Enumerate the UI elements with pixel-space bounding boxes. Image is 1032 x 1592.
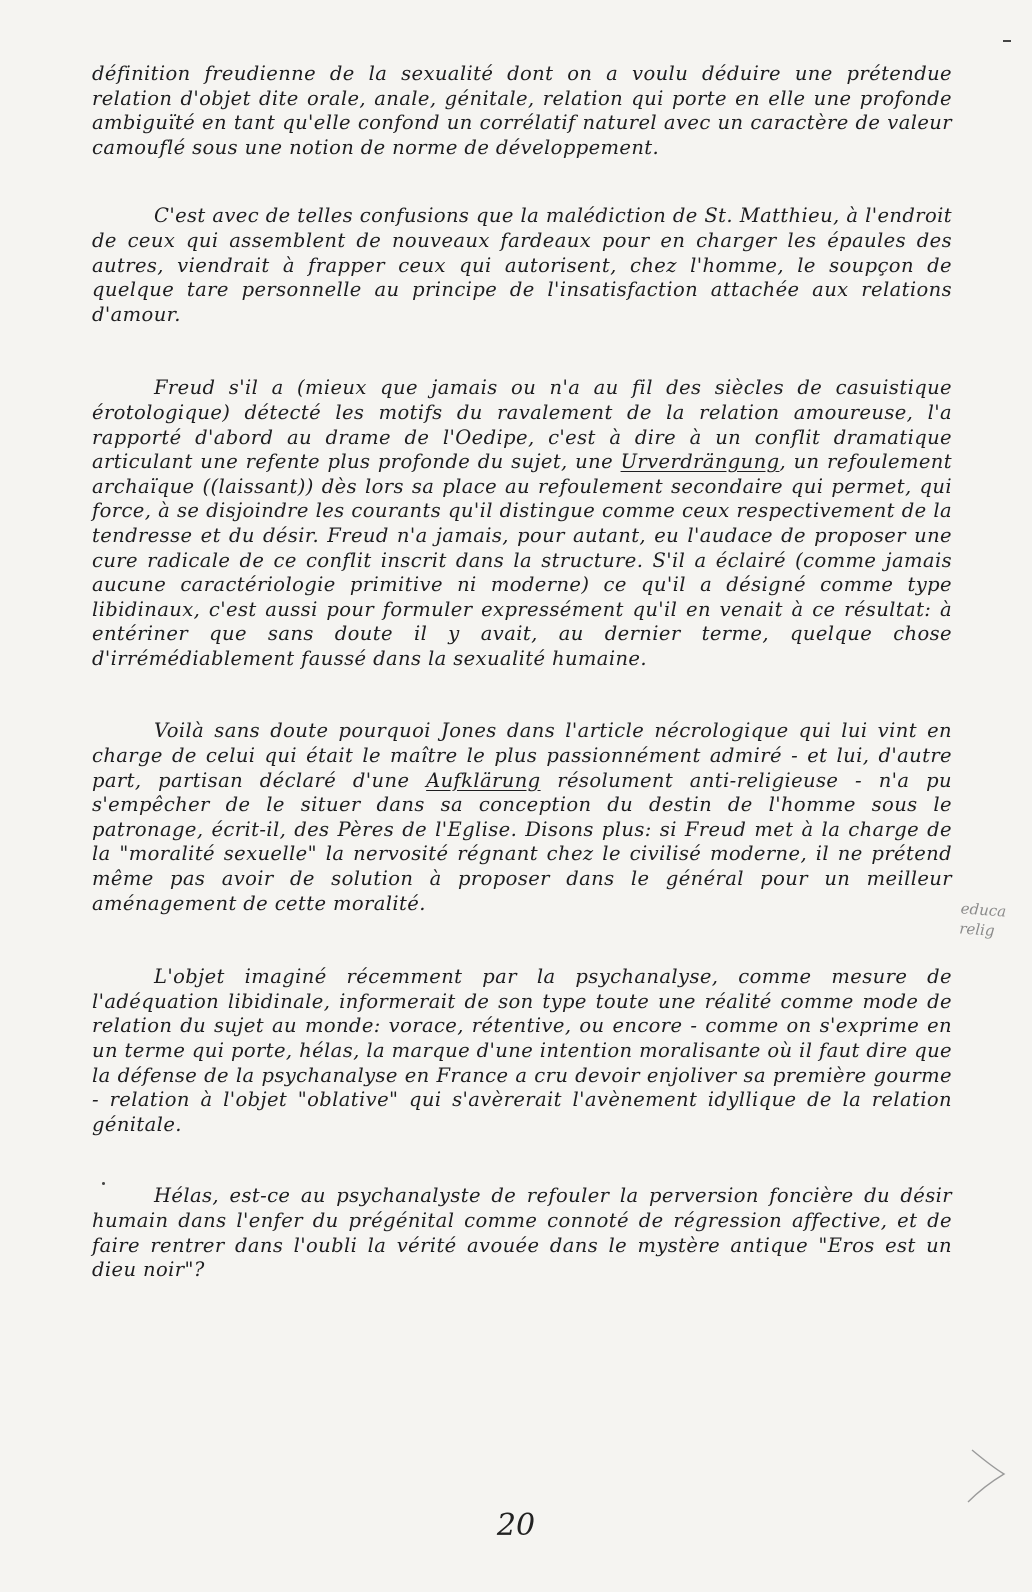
margin-dash-mark	[1003, 40, 1011, 42]
pencil-corner-mark	[960, 1446, 1020, 1506]
page-number: 20	[496, 1508, 536, 1543]
body-text	[92, 62, 952, 1331]
paragraph-6: Hélas, est-ce au psychanalyste de refouler la perversion foncière du désir humain dans l'enfer du prégénital comme connoté de régression affective, et de faire rentrer dans l'oubli la vérité avouée dans le mystère antique "Eros est un dieu noir"?	[92, 1184, 952, 1282]
margin-note-line-1: educa	[960, 899, 1007, 921]
underlined-term-aufklarung: Aufklärung	[426, 768, 541, 792]
paragraph-3-part-2: , un refoulement archaïque ((laissant)) dès lors sa place au refoulement secondaire qui permet, qui force, à se disjoindre les courants qu'il distingue comme ceux respectivement de la tendresse et du désir. Freud n'a jamais, pour autant, eu l'audace de proposer une cure radicale de ce conflit inscrit dans la structure. S'il a éclairé (comme jamais aucune caractériologie primitive ni moderne) ce qu'il a désigné comme type libidinaux, c'est aussi pour formuler expressément qu'il en venait à ce résultat: à entériner que sans doute il y avait, au dernier terme, quelque chose d'irrémédiablement faussé dans la sexualité humaine.	[92, 450, 952, 670]
paragraph-3	[92, 376, 952, 671]
paragraph-4-part-2: résolument anti-religieuse - n'a pu s'empêcher de le situer dans sa conception du destin de l'homme sous le patronage, écrit-il, des Pères de l'Eglise. Disons plus: si Freud met à la charge de la "moralité sexuelle" la nervosité régnant chez le civilisé moderne, il ne prétend même pas avoir de solution à proposer dans le général pour un meilleur aménagement de cette moralité.	[92, 768, 952, 915]
paragraph-5: L'objet imaginé récemment par la psychanalyse, comme mesure de l'adéquation libidinale, informerait de son type toute une réalité comme mode de relation du sujet au monde: vorace, rétentive, ou encore - comme on s'exprime en un terme qui porte, hélas, la marque d'une intention moralisante où il faut dire que la défense de la psychanalyse en France a cru devoir enjoliver sa première gourme - relation à l'objet "oblative" qui s'avèrerait l'avènement idyllique de la relation génitale.	[92, 965, 952, 1136]
handwritten-margin-note	[959, 898, 1007, 941]
underlined-term-urverdrangung: Urverdrängung	[620, 450, 780, 474]
paragraph-1: définition freudienne de la sexualité dont on a voulu déduire une prétendue relation d'objet dite orale, anale, génitale, relation qui porte en elle une profonde ambiguïté en tant qu'elle confond un corrélatif naturel avec un caractère de valeur camouflé sous une notion de norme de développement.	[92, 62, 952, 159]
margin-note-line-2: relig	[958, 919, 996, 940]
margin-dot-mark	[102, 1182, 105, 1185]
paragraph-4	[92, 719, 952, 916]
paragraph-3-part-1: Freud s'il a (mieux que jamais ou n'a au fil des siècles de casuistique érotologique) détecté les motifs du ravalement de la relation amoureuse, l'a rapporté d'abord au drame de l'Oedipe, c'est à dire à un conflit dramatique articulant une refente plus profonde du sujet, une	[92, 376, 952, 474]
paragraph-2: C'est avec de telles confusions que la malédiction de St. Matthieu, à l'endroit de ceux qui assemblent de nouveaux fardeaux pour en charger les épaules des autres, viendrait à frapper ceux qui autorisent, chez l'homme, le soupçon de quelque tare personnelle au principe de l'insatisfaction attachée aux relations d'amour.	[92, 204, 952, 326]
paragraph-4-part-1: Voilà sans doute pourquoi Jones dans l'article nécrologique qui lui vint en charge de celui qui était le maître le plus passionnément admiré - et lui, d'autre part, partisan déclaré d'une	[92, 719, 952, 792]
